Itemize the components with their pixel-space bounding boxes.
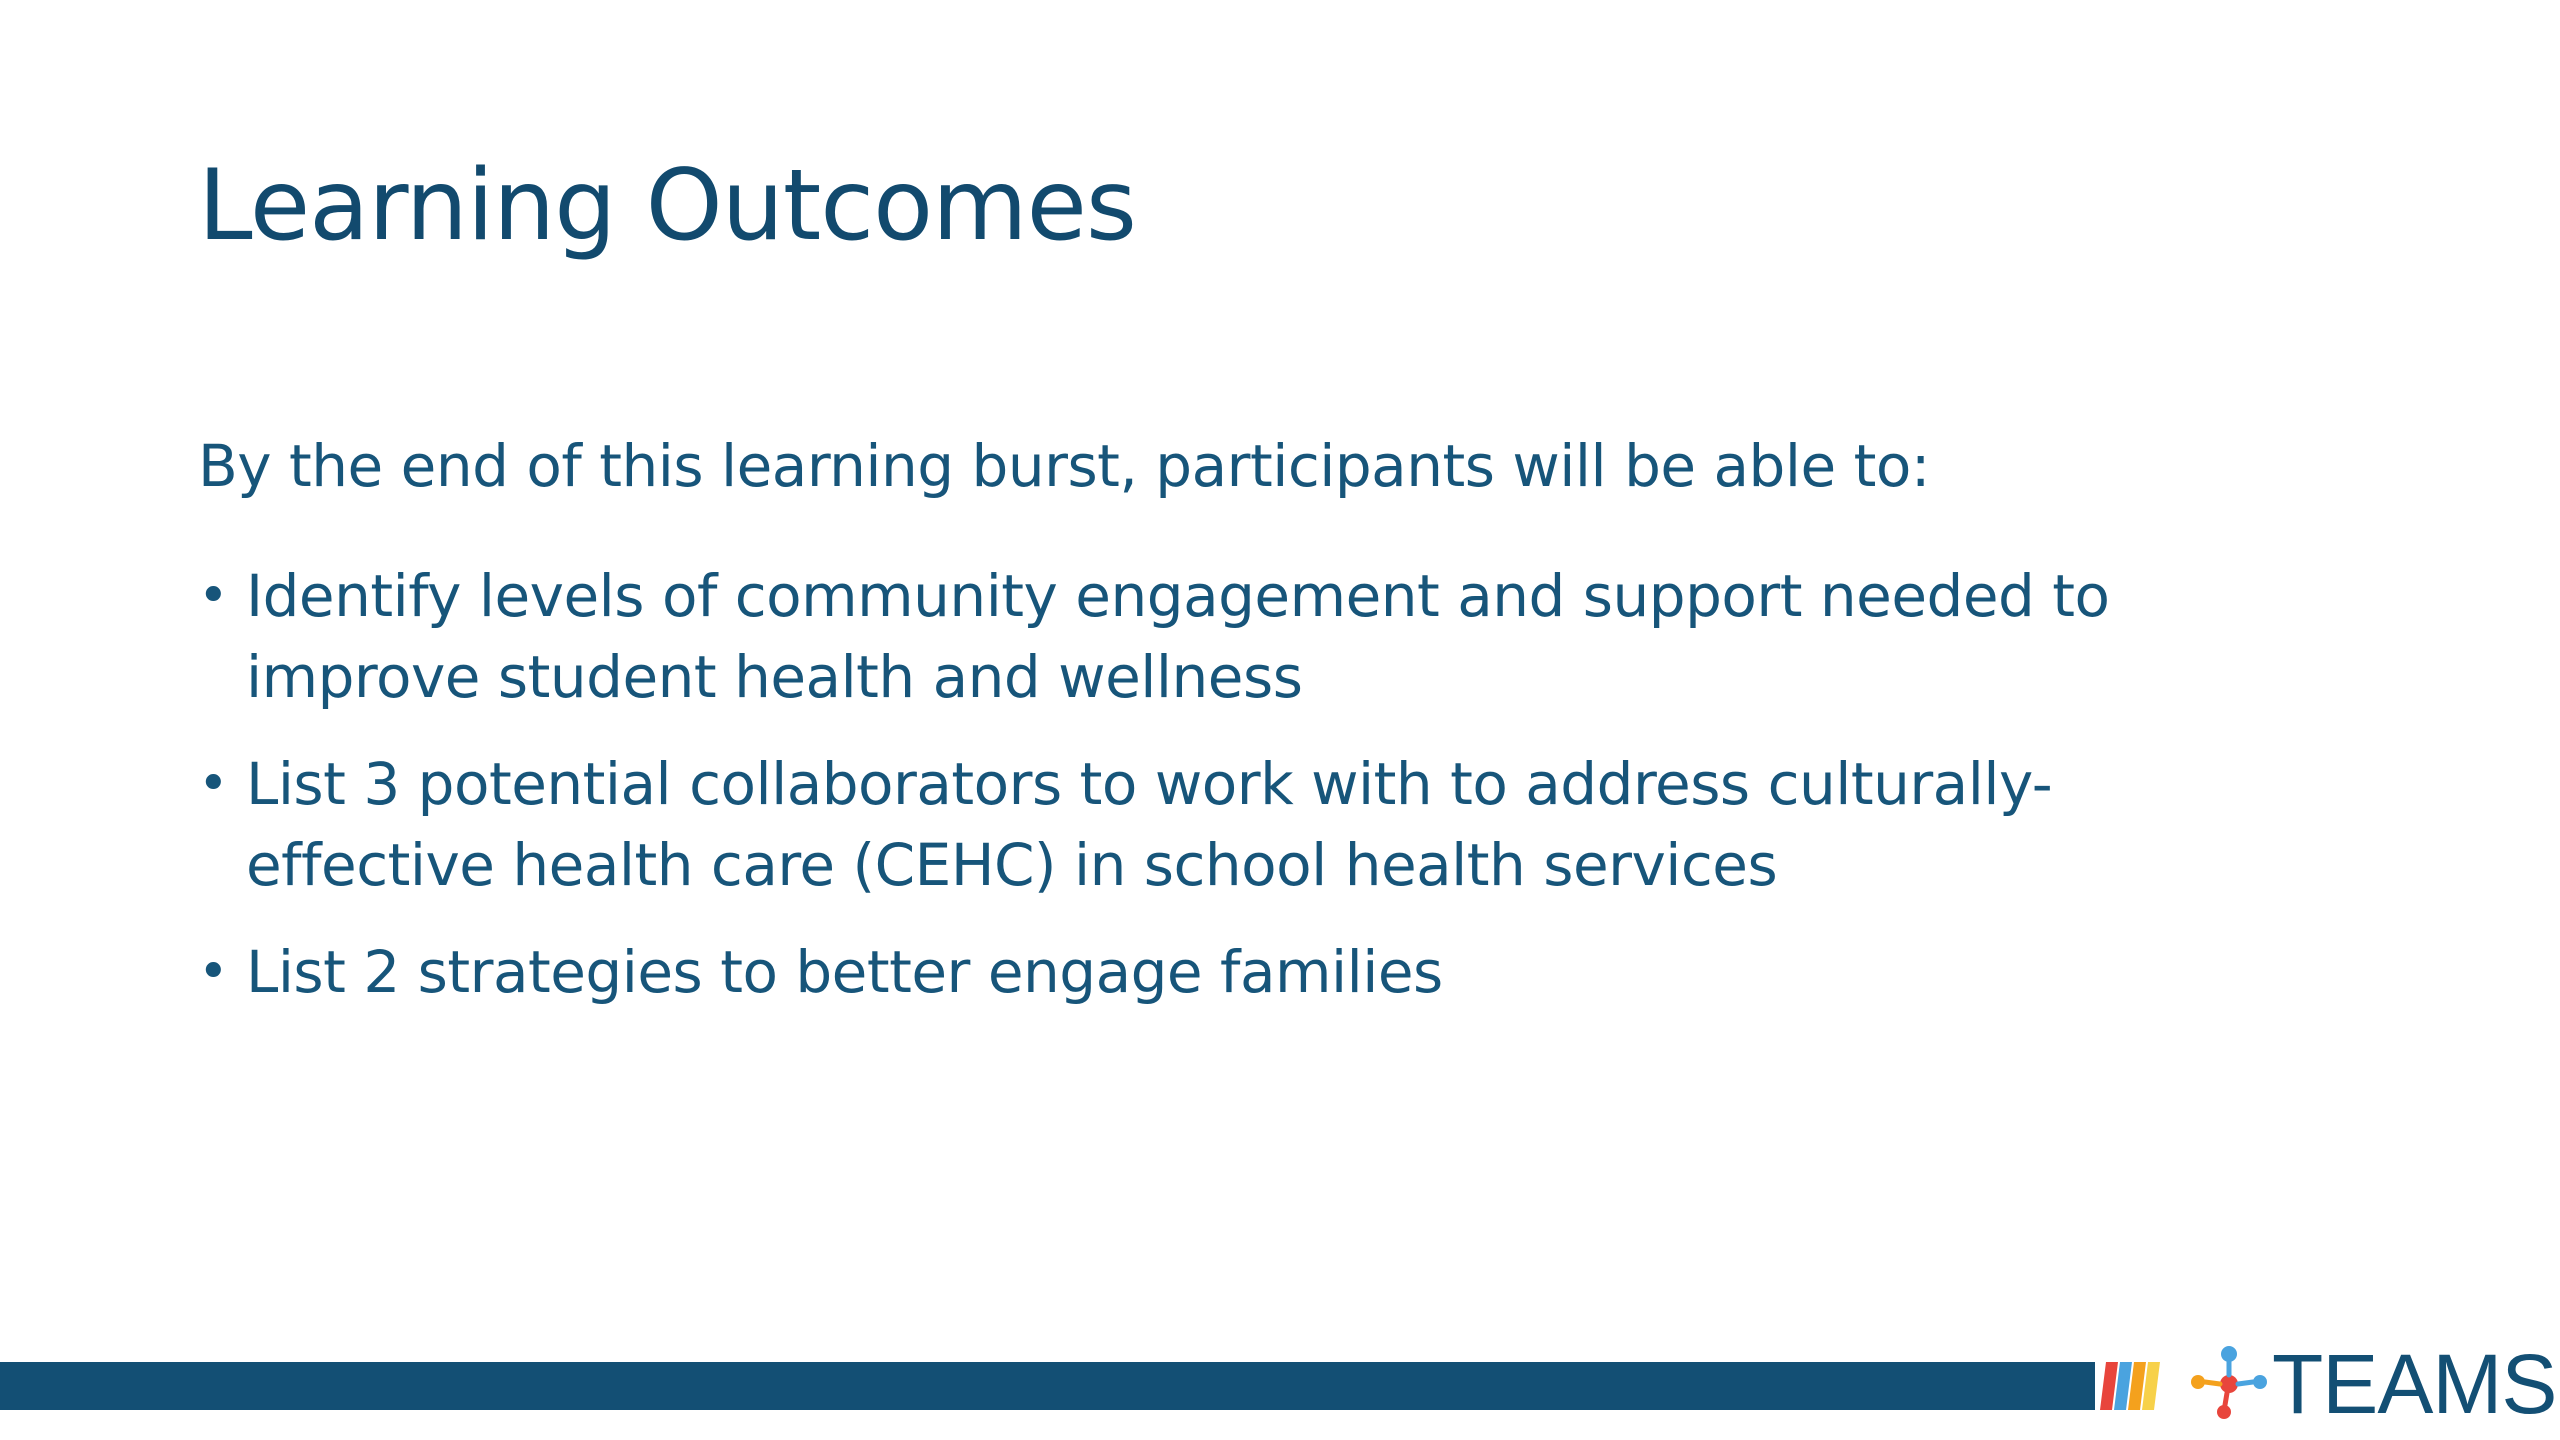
color-stripes-icon	[2100, 1362, 2160, 1410]
outcome-list	[198, 556, 2298, 1039]
list-item	[198, 556, 2298, 718]
bullet-line: List 3 potential collaborators to work with to address culturally-	[246, 750, 2053, 818]
slide-title: Learning Outcomes	[198, 149, 1136, 263]
bullet-line: effective health care (CEHC) in school health services	[246, 831, 1778, 899]
bullet-icon: •	[198, 942, 229, 1002]
bullet-line: improve student health and wellness	[246, 643, 1303, 711]
footer-bar	[0, 1362, 2095, 1410]
bullet-icon: •	[198, 754, 229, 814]
bullet-line: List 2 strategies to better engage families	[246, 938, 1443, 1006]
teams-logo	[2184, 1337, 2557, 1431]
bullet-icon: •	[198, 566, 229, 626]
intro-text: By the end of this learning burst, participants will be able to:	[198, 432, 1930, 500]
bullet-line: Identify levels of community engagement and support needed to	[246, 562, 2110, 630]
people-network-icon	[2184, 1340, 2274, 1430]
list-item	[198, 932, 2298, 1013]
logo-text: TEAMS	[2272, 1337, 2557, 1431]
list-item	[198, 744, 2298, 906]
